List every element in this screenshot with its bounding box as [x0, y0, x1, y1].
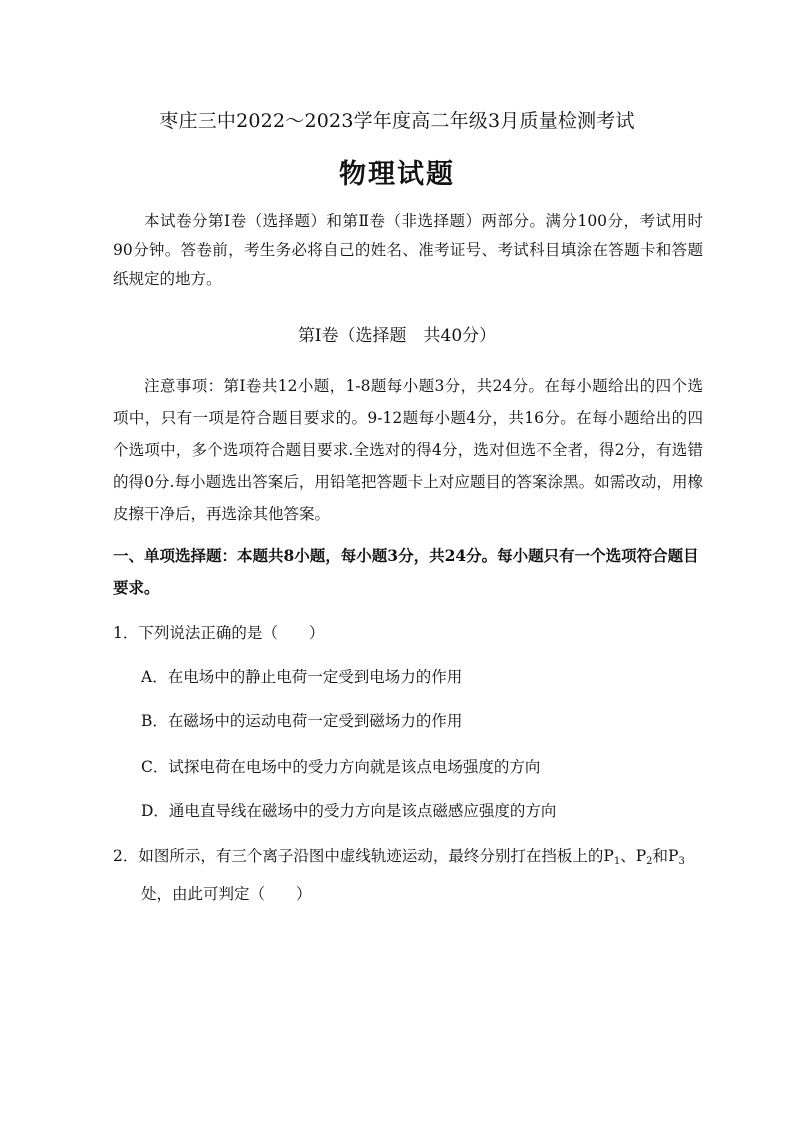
- question-1-option-a: A．在电场中的静止电荷一定受到电场力的作用: [141, 668, 463, 686]
- question-1: [113, 617, 703, 649]
- question-1-number: 1．: [113, 624, 139, 642]
- intro-paragraph: 本试卷分第Ⅰ卷（选择题）和第Ⅱ卷（非选择题）两部分。满分100分，考试用时90分钟。答卷前，考生务必将自己的姓名、准考证号、考试科目填涂在答题卡和答题纸规定的地方。: [113, 212, 703, 288]
- question-2-stem-part2: 处，由此可判定（ ）: [141, 885, 312, 903]
- separator-1: 、: [620, 847, 636, 865]
- separator-2: 和: [652, 847, 669, 865]
- exam-name: 枣庄三中2022～2023学年度高二年级3月质量检测考试: [159, 110, 635, 132]
- question-2: [113, 840, 703, 910]
- question-1-option-d: D．通电直导线在磁场中的受力方向是该点磁感应强度的方向: [141, 802, 557, 820]
- part1-heading: 第Ⅰ卷（选择题 共40分）: [297, 326, 497, 346]
- subject-title: 物理试题: [339, 159, 455, 190]
- question-1-stem: 下列说法正确的是（ ）: [138, 624, 325, 642]
- notice-paragraph: 注意事项：第Ⅰ卷共12小题，1-8题每小题3分，共24分。在每小题给出的四个选项中，只有一项是符合题目要求的。9-12题每小题4分，共16分。在每小题给出的四个选项中，多个选项符合题目要求.全选对的得4分，选对但选不全者，得2分，有选错的得0分.每小题选出答案后，用铅笔把答题卡上对应题目的答案涂黑。如需改动，用橡皮擦干净后，再选涂其他答案。: [113, 377, 703, 523]
- label-p3: $P_3$: [668, 847, 685, 867]
- label-p1: $P_1$: [603, 847, 621, 867]
- question-2-number: 2．: [113, 847, 139, 865]
- question-2-stem-part1: 如图所示，有三个离子沿图中虚线轨迹运动，最终分别打在挡板上的: [138, 847, 604, 865]
- section1-heading: 一、单项选择题：本题共8小题，每小题3分，共24分。每小题只有一个选项符合题目要求。: [113, 546, 699, 597]
- question-1-option-b: B．在磁场中的运动电荷一定受到磁场力的作用: [141, 712, 463, 730]
- label-p2: $P_2$: [635, 847, 653, 867]
- question-1-option-c: C．试探电荷在电场中的受力方向就是该点电场强度的方向: [141, 758, 541, 776]
